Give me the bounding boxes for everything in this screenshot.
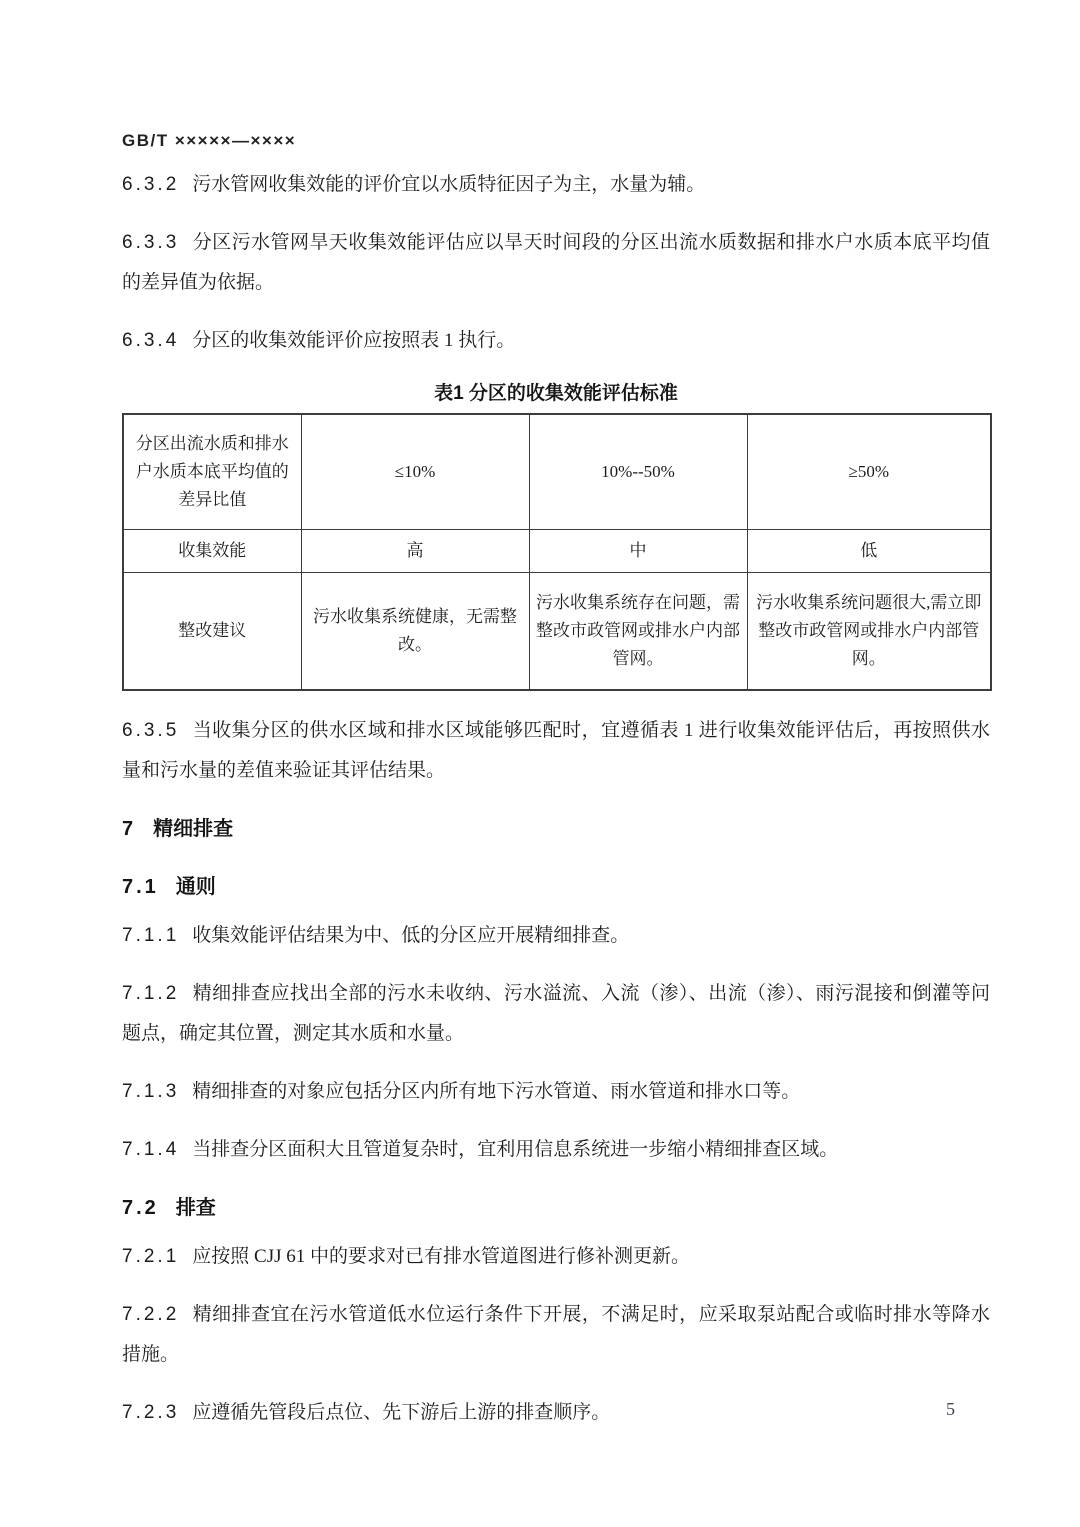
clause-text: 精细排查的对象应包括分区内所有地下污水管道、雨水管道和排水口等。 <box>192 1081 801 1102</box>
clause-text: 分区的收集效能评价应按照表 1 执行。 <box>192 330 516 351</box>
clause-text: 精细排查应找出全部的污水未收纳、污水溢流、入流（渗）、出流（渗）、雨污混接和倒灌等问题点，确定其位置，测定其水质和水量。 <box>122 983 990 1044</box>
cell: ≥50% <box>747 414 991 530</box>
standard-number-header: GB/T ×××××—×××× <box>122 131 297 150</box>
clause-number: 7.1.3 <box>122 1081 180 1102</box>
clause-7-2-2 <box>122 1295 990 1375</box>
clause-text: 分区污水管网旱天收集效能评估应以旱天时间段的分区出流水质数据和排水户水质本底平均值的差异值为依据。 <box>122 232 990 293</box>
clause-number: 6.3.3 <box>122 232 180 253</box>
clause-7-1-2 <box>122 974 990 1054</box>
clause-7-1-4 <box>122 1130 990 1170</box>
clause-number: 7.1.2 <box>122 983 180 1004</box>
cell: 污水收集系统存在问题，需整改市政管网或排水户内部管网。 <box>529 573 747 691</box>
table-row-efficiency <box>123 530 991 573</box>
clause-text: 污水管网收集效能的评价宜以水质特征因子为主，水量为辅。 <box>192 174 706 195</box>
page-content <box>122 131 990 1451</box>
heading-text: 排查 <box>175 1197 216 1219</box>
table-row-difference-ratio <box>123 414 991 530</box>
clause-number: 6.3.5 <box>122 720 180 741</box>
row-header-cell: 整改建议 <box>123 573 301 691</box>
clause-number: 7.2.1 <box>122 1246 180 1267</box>
clause-6-3-3 <box>122 223 990 303</box>
heading-number: 7.1 <box>122 876 159 898</box>
table-row-recommendation <box>123 573 991 691</box>
row-header-cell: 分区出流水质和排水户水质本底平均值的差异比值 <box>123 414 301 530</box>
clause-number: 7.2.3 <box>122 1402 180 1423</box>
clause-number: 6.3.4 <box>122 330 180 351</box>
cell: 中 <box>529 530 747 573</box>
page-number: 5 <box>946 1399 955 1419</box>
clause-number: 7.2.2 <box>122 1304 180 1325</box>
clause-7-1-3 <box>122 1072 990 1112</box>
clause-number: 7.1.1 <box>122 925 180 946</box>
clause-text: 当排查分区面积大且管道复杂时，宜利用信息系统进一步缩小精细排查区域。 <box>192 1139 839 1160</box>
heading-number: 7.2 <box>122 1197 159 1219</box>
clause-7-2-1 <box>122 1237 990 1277</box>
clause-6-3-5 <box>122 711 990 791</box>
cell: 污水收集系统健康，无需整改。 <box>301 573 529 691</box>
clause-6-3-2 <box>122 165 990 205</box>
section-heading-7-2 <box>122 1188 990 1228</box>
heading-text: 精细排查 <box>153 818 234 840</box>
clause-text: 应遵循先管段后点位、先下游后上游的排查顺序。 <box>192 1402 611 1423</box>
cell: 高 <box>301 530 529 573</box>
clause-7-1-1 <box>122 916 990 956</box>
table-1-title: 表1 分区的收集效能评估标准 <box>434 383 678 404</box>
cell: 10%--50% <box>529 414 747 530</box>
clause-text: 应按照 CJJ 61 中的要求对已有排水管道图进行修补测更新。 <box>192 1246 690 1267</box>
cell: 低 <box>747 530 991 573</box>
clause-text: 精细排查宜在污水管道低水位运行条件下开展，不满足时，应采取泵站配合或临时排水等降水措施。 <box>122 1304 990 1365</box>
cell: 污水收集系统问题很大,需立即整改市政管网或排水户内部管网。 <box>747 573 991 691</box>
heading-number: 7 <box>122 818 137 840</box>
clause-text: 当收集分区的供水区域和排水区域能够匹配时，宜遵循表 1 进行收集效能评估后，再按照供水量和污水量的差值来验证其评估结果。 <box>122 720 990 781</box>
cell: ≤10% <box>301 414 529 530</box>
section-heading-7-1 <box>122 867 990 907</box>
section-heading-7 <box>122 809 990 849</box>
clause-number: 7.1.4 <box>122 1139 180 1160</box>
collection-efficiency-table <box>122 413 992 691</box>
clause-text: 收集效能评估结果为中、低的分区应开展精细排查。 <box>192 925 630 946</box>
clause-7-2-3 <box>122 1393 990 1433</box>
clause-6-3-4 <box>122 321 990 361</box>
row-header-cell: 收集效能 <box>123 530 301 573</box>
heading-text: 通则 <box>175 876 216 898</box>
clause-number: 6.3.2 <box>122 174 180 195</box>
